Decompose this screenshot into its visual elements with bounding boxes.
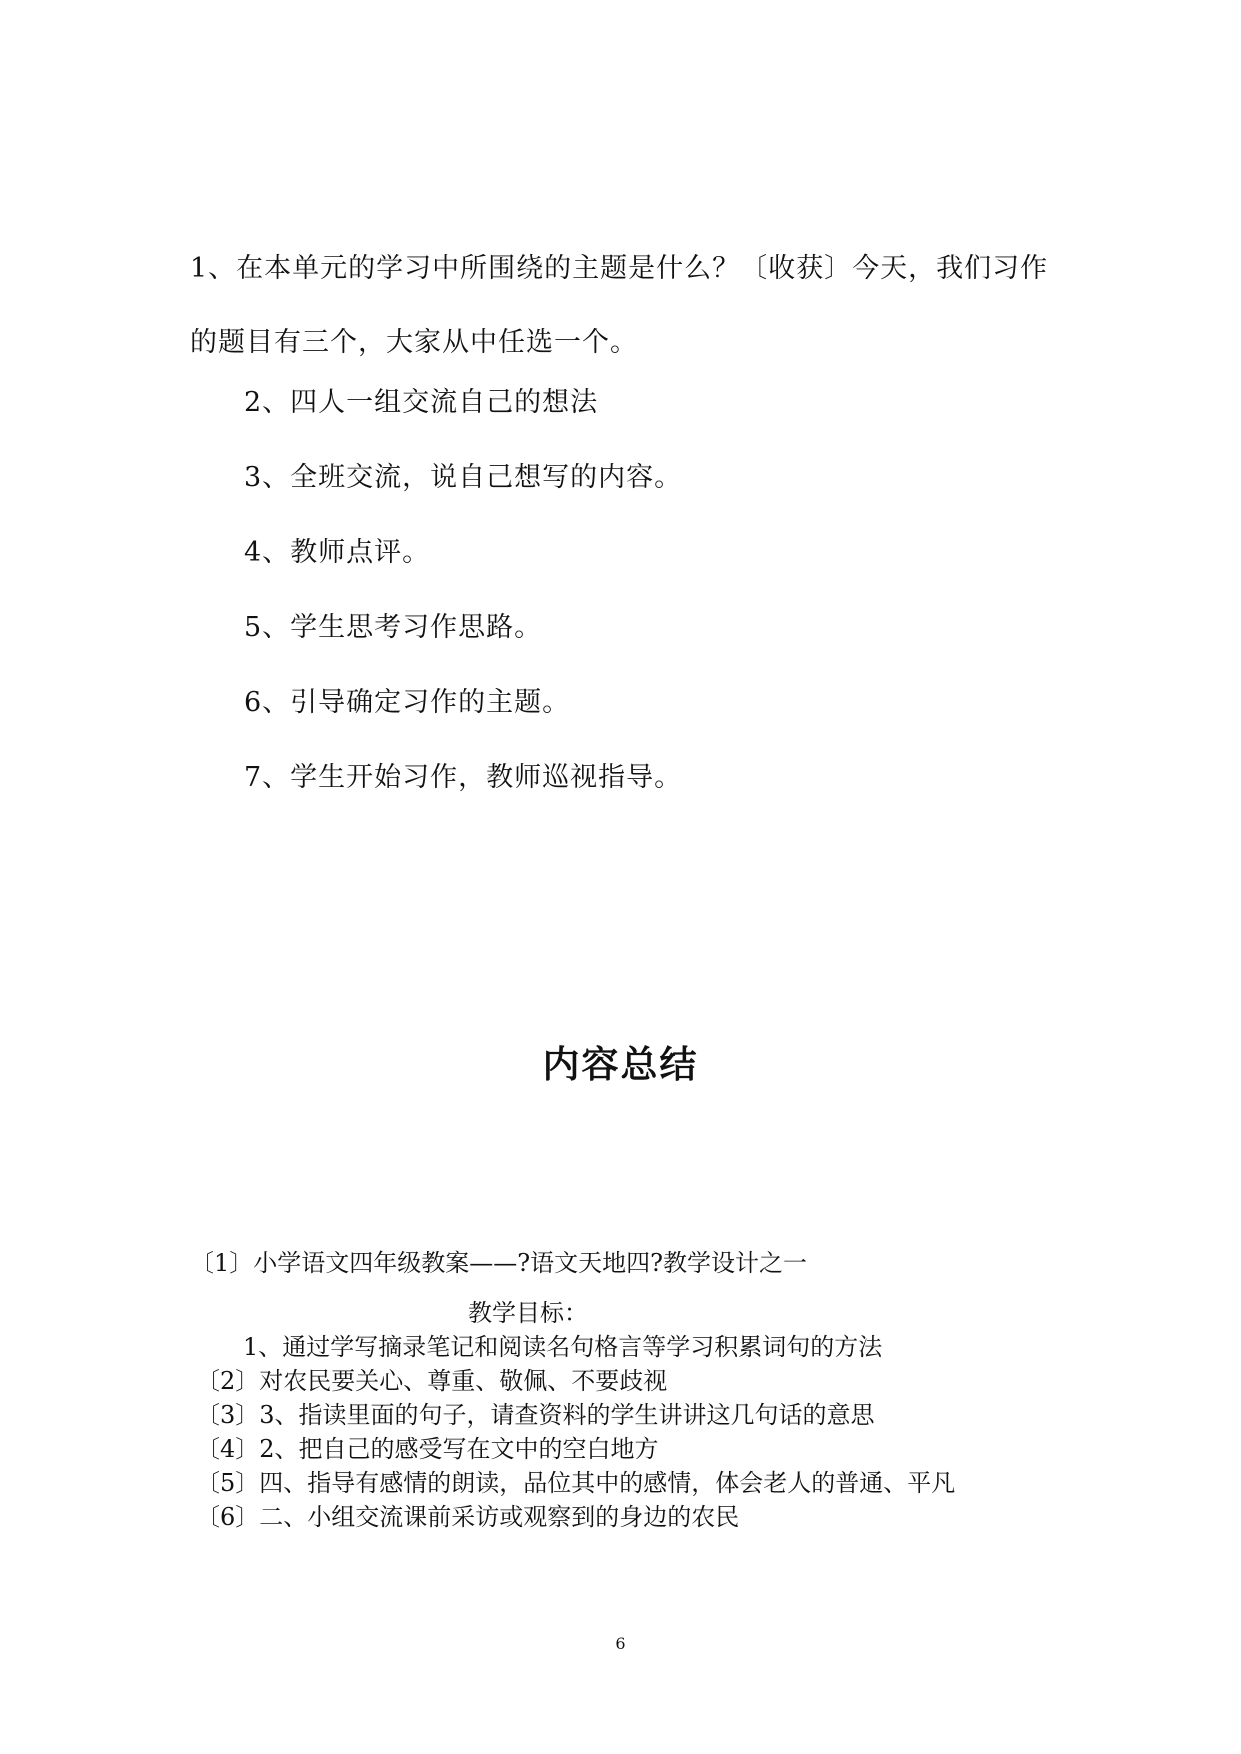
step-item: 6、引导确定习作的主题。 [244,687,571,718]
summary-item: 〔5〕四、指导有感情的朗读，品位其中的感情，体会老人的普通、平凡 [196,1469,956,1497]
summary-subheading: 教学目标： [468,1299,588,1327]
page-number: 6 [615,1634,626,1653]
step-item: 2、四人一组交流自己的想法 [244,387,599,418]
step-item: 7、学生开始习作，教师巡视指导。 [244,762,683,793]
summary-title: 内容总结 [542,1043,699,1086]
step-item: 5、学生思考习作思路。 [244,612,543,643]
summary-item: 〔6〕二、小组交流课前采访或观察到的身边的农民 [196,1503,740,1531]
summary-item: 〔3〕3、指读里面的句子，请查资料的学生讲讲这几句话的意思 [196,1401,875,1429]
intro-paragraph: 1、在本单元的学习中所围绕的主题是什么？〔收获〕今天，我们习作的题目有三个，大家从中任选一个。 [190,253,1049,358]
summary-item: 〔4〕2、把自己的感受写在文中的空白地方 [196,1435,659,1463]
summary-item: 〔2〕对农民要关心、尊重、敬佩、不要歧视 [196,1367,668,1395]
step-item: 3、全班交流，说自己想写的内容。 [244,462,683,493]
step-item: 4、教师点评。 [244,537,431,568]
summary-line: 1、通过学写摘录笔记和阅读名句格言等学习积累词句的方法 [243,1333,883,1361]
summary-line: 〔1〕小学语文四年级教案——?语文天地四?教学设计之一 [190,1249,808,1277]
